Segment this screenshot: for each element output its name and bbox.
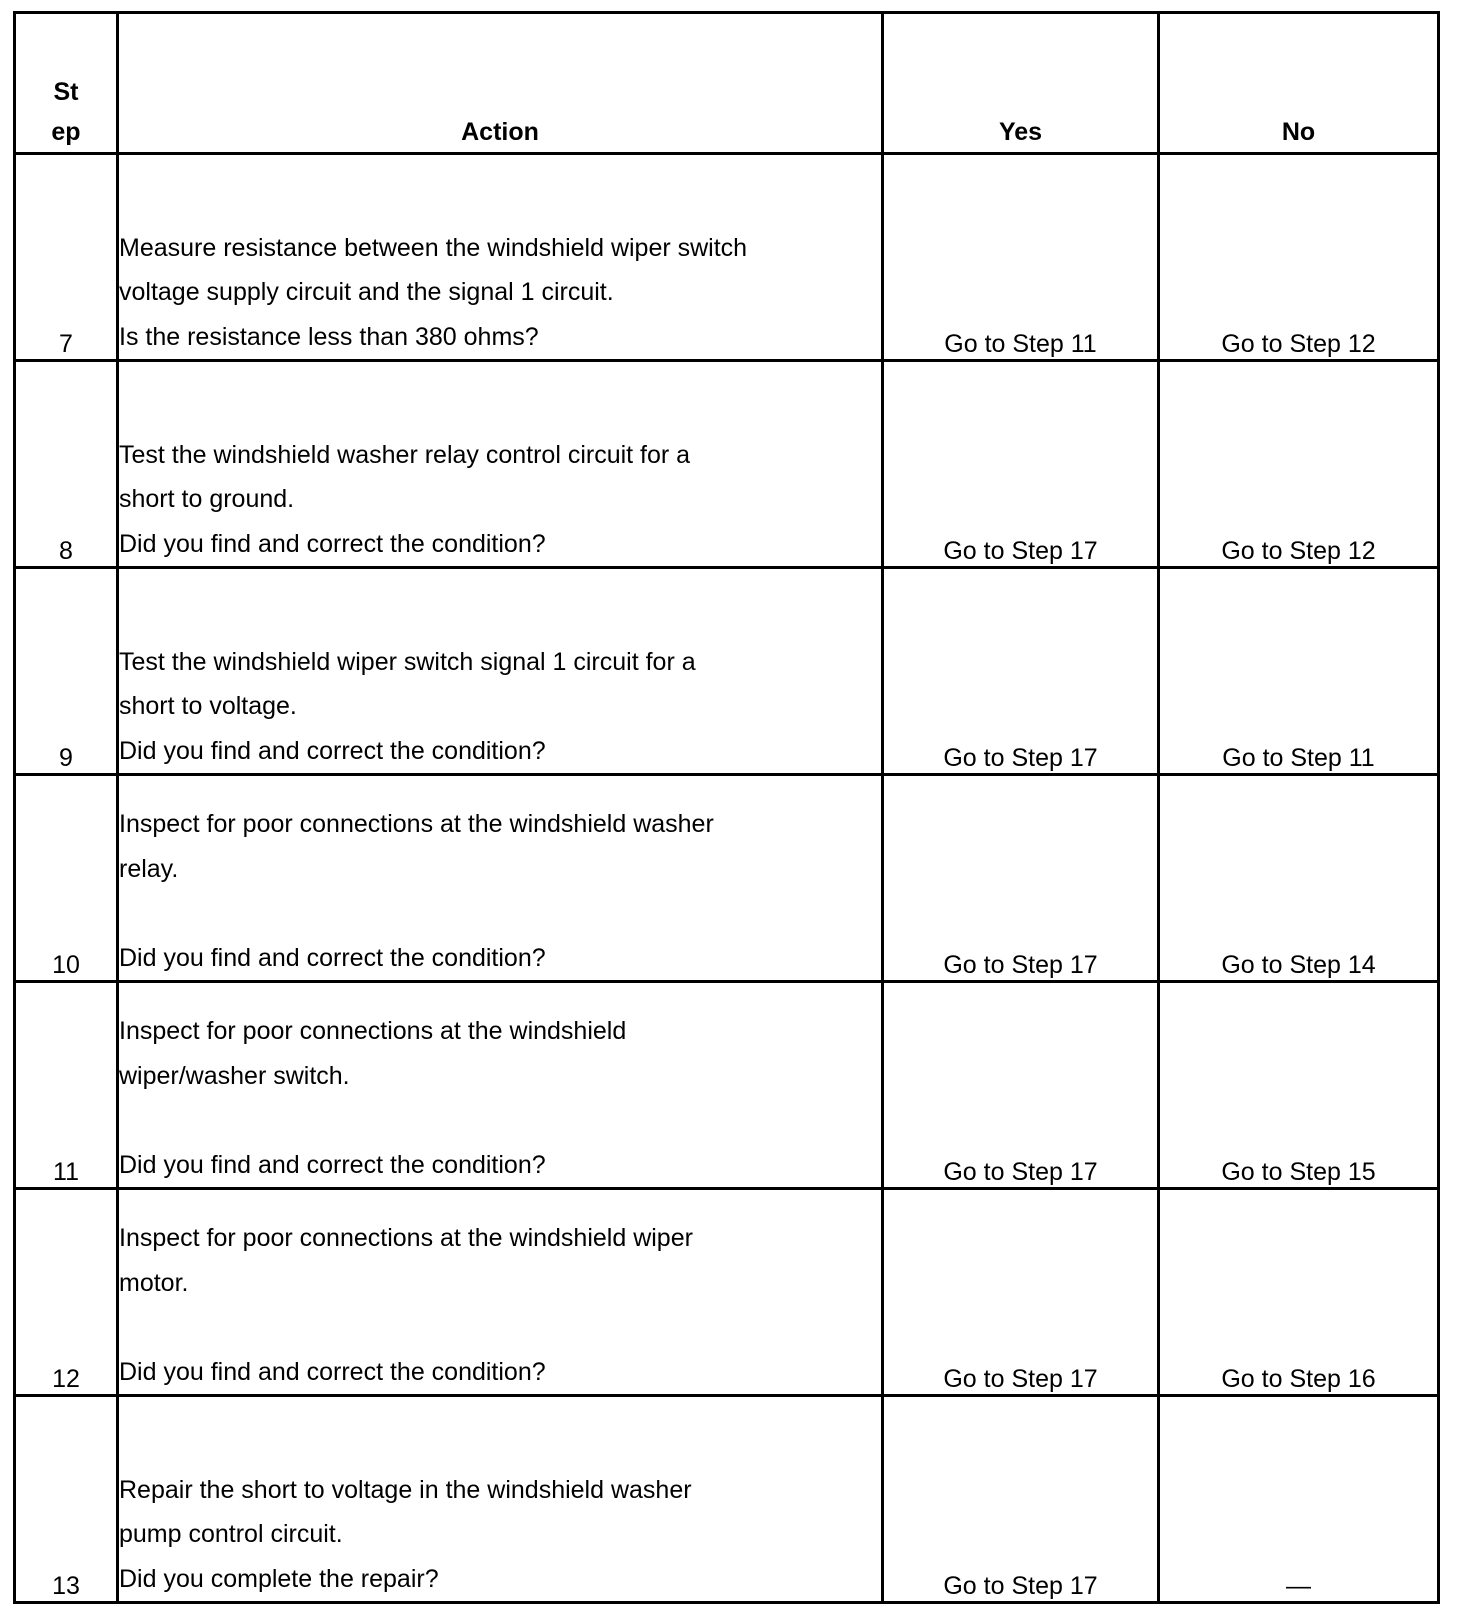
no-cell (1159, 982, 1439, 1189)
action-cell (118, 982, 883, 1189)
action-line: Inspect for poor connections at the windshield (119, 1017, 627, 1045)
no-result: Go to Step 12 (1221, 537, 1376, 565)
action-line: Did you find and correct the condition? (119, 736, 546, 765)
action-line: Did you find and correct the condition? (119, 943, 546, 972)
table-row (15, 1396, 1439, 1603)
no-cell (1159, 568, 1439, 775)
table-row (15, 154, 1439, 361)
step-number: 9 (15, 568, 118, 775)
diagnostic-table (13, 11, 1440, 1604)
yes-result: Go to Step 17 (943, 1158, 1098, 1186)
action-line: relay. (119, 854, 179, 883)
action-line: wiper/washer switch. (119, 1061, 350, 1090)
action-line: Did you find and correct the condition? (119, 1150, 546, 1179)
action-line: Test the windshield wiper switch signal 1 circuit for a (119, 647, 696, 676)
table-row (15, 568, 1439, 775)
line-gap (119, 1305, 881, 1350)
no-result: Go to Step 11 (1222, 744, 1375, 772)
no-result: Go to Step 16 (1221, 1365, 1376, 1393)
no-result: Go to Step 14 (1221, 951, 1376, 979)
step-number: 13 (15, 1396, 118, 1603)
action-line: short to ground. (119, 485, 295, 513)
action-line: pump control circuit. (119, 1520, 343, 1548)
step-number: 12 (15, 1189, 118, 1396)
header-row (15, 13, 1439, 154)
header-step-line2: ep (51, 118, 81, 146)
no-result: — (1286, 1572, 1311, 1600)
no-cell (1159, 154, 1439, 361)
yes-cell (883, 361, 1159, 568)
header-action: Action (118, 13, 883, 154)
step-number: 7 (15, 154, 118, 361)
header-no: No (1159, 13, 1439, 154)
action-line: motor. (119, 1268, 189, 1297)
action-line: Inspect for poor connections at the windshield washer (119, 810, 714, 838)
yes-cell (883, 154, 1159, 361)
action-line: voltage supply circuit and the signal 1 circuit. (119, 278, 614, 306)
yes-result: Go to Step 17 (943, 537, 1098, 565)
no-result: Go to Step 12 (1221, 330, 1376, 358)
yes-result: Go to Step 17 (943, 744, 1098, 772)
action-line: Did you find and correct the condition? (119, 1357, 546, 1386)
no-cell (1159, 1396, 1439, 1603)
header-step-line1: St (53, 78, 79, 106)
action-line: Did you complete the repair? (119, 1564, 439, 1593)
action-line: Measure resistance between the windshield wiper switch (119, 233, 748, 262)
step-number: 11 (15, 982, 118, 1189)
action-cell (118, 1189, 883, 1396)
action-cell (118, 361, 883, 568)
action-line: Is the resistance less than 380 ohms? (119, 322, 539, 351)
yes-cell (883, 1396, 1159, 1603)
step-number: 10 (15, 775, 118, 982)
action-line: short to voltage. (119, 692, 297, 720)
no-cell (1159, 1189, 1439, 1396)
action-line: Did you find and correct the condition? (119, 529, 546, 558)
yes-result: Go to Step 17 (943, 951, 1098, 979)
yes-cell (883, 982, 1159, 1189)
no-cell (1159, 775, 1439, 982)
yes-result: Go to Step 17 (943, 1365, 1098, 1393)
line-gap (119, 891, 881, 936)
table-row (15, 361, 1439, 568)
yes-cell (883, 1189, 1159, 1396)
step-number: 8 (15, 361, 118, 568)
yes-cell (883, 568, 1159, 775)
action-cell (118, 775, 883, 982)
action-line: Repair the short to voltage in the windshield washer (119, 1475, 692, 1504)
table-row (15, 775, 1439, 982)
action-line: Inspect for poor connections at the windshield wiper (119, 1224, 693, 1252)
no-cell (1159, 361, 1439, 568)
no-result: Go to Step 15 (1221, 1158, 1376, 1186)
action-cell (118, 568, 883, 775)
action-cell (118, 154, 883, 361)
action-line: Test the windshield washer relay control circuit for a (119, 440, 691, 469)
table-row (15, 1189, 1439, 1396)
action-cell (118, 1396, 883, 1603)
yes-result: Go to Step 17 (943, 1572, 1098, 1600)
line-gap (119, 1098, 881, 1143)
yes-result: Go to Step 11 (944, 330, 1097, 358)
yes-cell (883, 775, 1159, 982)
table-row (15, 982, 1439, 1189)
header-yes: Yes (883, 13, 1159, 154)
header-step (15, 13, 118, 154)
